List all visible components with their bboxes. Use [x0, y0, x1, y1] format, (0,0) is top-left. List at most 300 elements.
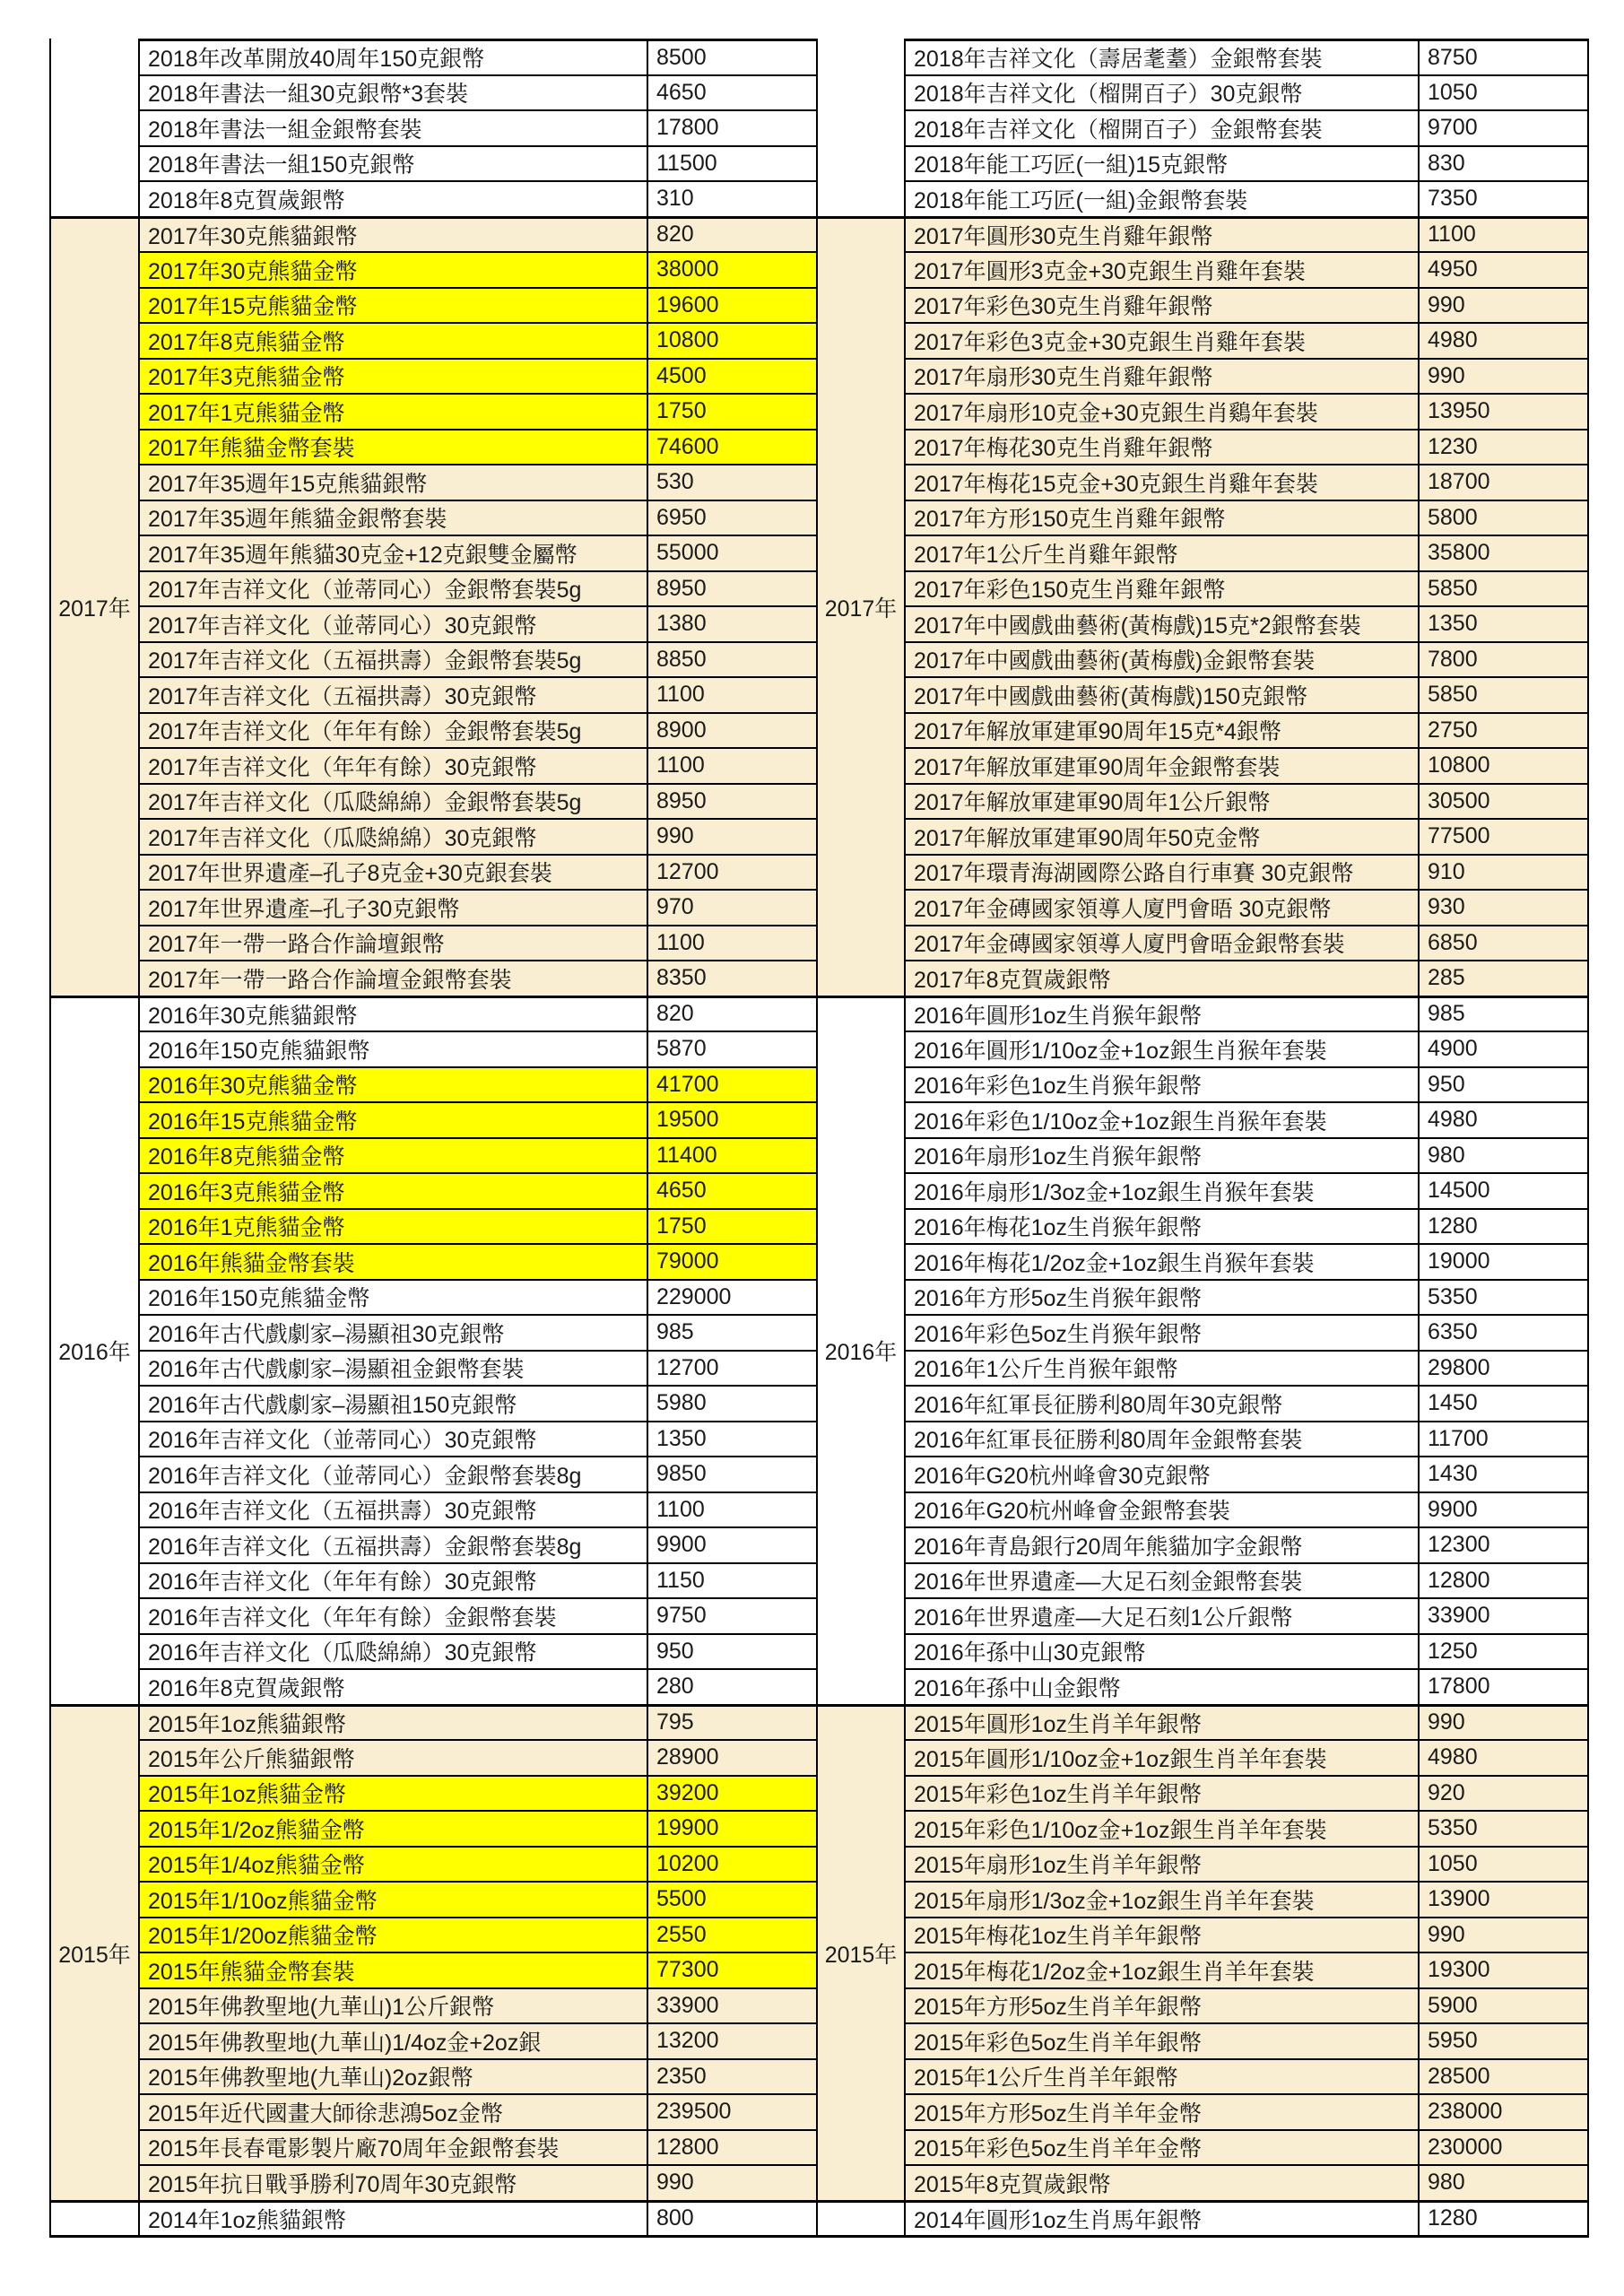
price-cell: 1100 — [648, 676, 818, 712]
table-row — [140, 180, 818, 216]
item-name-cell: 2017年吉祥文化（瓜瓞綿綿）金銀幣套裝5g — [140, 783, 648, 819]
item-name-cell: 2017年8克賀歲銀幣 — [906, 960, 1420, 996]
year-label-cell — [49, 2200, 140, 2239]
table-row — [140, 1385, 818, 1421]
item-name-cell: 2016年扇形1oz生肖猴年銀幣 — [906, 1137, 1420, 1173]
price-cell: 8350 — [648, 960, 818, 996]
price-cell: 8950 — [648, 783, 818, 819]
item-name-cell: 2016年3克熊貓金幣 — [140, 1172, 648, 1208]
price-cell: 6950 — [648, 500, 818, 535]
price-cell: 820 — [648, 216, 818, 252]
price-cell: 310 — [648, 180, 818, 216]
item-name-cell: 2015年扇形1oz生肖羊年銀幣 — [906, 1846, 1420, 1882]
price-cell: 5850 — [1420, 676, 1589, 712]
table-row — [140, 322, 818, 358]
price-cell: 9900 — [1420, 1492, 1589, 1527]
price-cell: 530 — [648, 464, 818, 500]
item-name-cell: 2017年35週年15克熊貓銀幣 — [140, 464, 648, 500]
table-row — [140, 1421, 818, 1457]
item-name-cell: 2017年一帶一路合作論壇銀幣 — [140, 925, 648, 961]
price-cell: 5350 — [1420, 1279, 1589, 1315]
price-cell: 12800 — [1420, 1562, 1589, 1598]
price-cell: 1350 — [648, 1421, 818, 1457]
price-cell: 990 — [1420, 287, 1589, 323]
item-name-cell: 2015年彩色5oz生肖羊年銀幣 — [906, 2022, 1420, 2058]
table-row — [140, 535, 818, 570]
item-name-cell: 2016年熊貓金幣套裝 — [140, 1243, 648, 1279]
table-row — [906, 74, 1589, 110]
table-row — [906, 1810, 1589, 1846]
item-name-cell: 2016年1公斤生肖猴年銀幣 — [906, 1350, 1420, 1386]
item-name-cell: 2017年解放軍建軍90周年1公斤銀幣 — [906, 783, 1420, 819]
table-row — [140, 1314, 818, 1350]
price-cell: 4980 — [1420, 322, 1589, 358]
table-row — [140, 1350, 818, 1386]
table-row — [140, 1492, 818, 1527]
table-row — [906, 180, 1589, 216]
item-name-cell: 2017年一帶一路合作論壇金銀幣套裝 — [140, 960, 648, 996]
price-cell: 17800 — [648, 109, 818, 145]
price-cell: 1100 — [648, 1492, 818, 1527]
table-row — [140, 429, 818, 465]
table-row — [140, 1031, 818, 1066]
item-name-cell: 2016年G20杭州峰會金銀幣套裝 — [906, 1492, 1420, 1527]
item-name-cell: 2015年佛教聖地(九華山)2oz銀幣 — [140, 2058, 648, 2094]
item-name-cell: 2016年圓形1/10oz金+1oz銀生肖猴年套裝 — [906, 1031, 1420, 1066]
table-row — [140, 783, 818, 819]
price-cell: 1100 — [1420, 216, 1589, 252]
year-label-cell: 2017年 — [49, 216, 140, 996]
year-label-cell: 2017年 — [816, 216, 906, 996]
table-row — [140, 1775, 818, 1811]
price-cell: 4950 — [1420, 251, 1589, 287]
table-row — [906, 2058, 1589, 2094]
price-cell: 9900 — [648, 1526, 818, 1562]
table-row — [906, 605, 1589, 641]
item-name-cell: 2015年梅花1/2oz金+1oz銀生肖羊年套裝 — [906, 1952, 1420, 1987]
price-cell: 820 — [648, 996, 818, 1031]
table-row — [140, 1137, 818, 1173]
table-row — [906, 1421, 1589, 1457]
table-row — [140, 1739, 818, 1775]
item-name-cell: 2017年梅花15克金+30克銀生肖雞年套裝 — [906, 464, 1420, 500]
price-cell: 29800 — [1420, 1350, 1589, 1386]
price-cell: 5500 — [648, 1881, 818, 1917]
item-name-cell: 2015年彩色5oz生肖羊年金幣 — [906, 2129, 1420, 2165]
item-name-cell: 2017年環青海湖國際公路自行車賽 30克銀幣 — [906, 854, 1420, 890]
table-row — [140, 145, 818, 181]
item-name-cell: 2017年世界遺產–孔子30克銀幣 — [140, 889, 648, 925]
table-row — [906, 818, 1589, 854]
price-cell: 10800 — [648, 322, 818, 358]
item-name-cell: 2016年方形5oz生肖猴年銀幣 — [906, 1279, 1420, 1315]
price-cell: 990 — [1420, 358, 1589, 394]
item-name-cell: 2017年中國戲曲藝術(黃梅戲)150克銀幣 — [906, 676, 1420, 712]
year-label-cell — [816, 39, 906, 216]
price-cell: 33900 — [648, 1987, 818, 2023]
table-row — [906, 1243, 1589, 1279]
table-row — [906, 1952, 1589, 1987]
table-row — [906, 1917, 1589, 1952]
table-row — [140, 287, 818, 323]
price-cell: 35800 — [1420, 535, 1589, 570]
item-name-cell: 2015年1oz熊貓銀幣 — [140, 1704, 648, 1740]
price-cell: 10800 — [1420, 747, 1589, 783]
price-cell: 55000 — [648, 535, 818, 570]
price-cell: 990 — [1420, 1704, 1589, 1740]
table-row — [906, 2093, 1589, 2129]
item-name-cell: 2018年書法一組金銀幣套裝 — [140, 109, 648, 145]
table-row — [140, 1208, 818, 1244]
table-row — [906, 783, 1589, 819]
price-cell: 280 — [648, 1668, 818, 1704]
item-name-cell: 2016年吉祥文化（五福拱壽）30克銀幣 — [140, 1492, 648, 1527]
table-row — [906, 570, 1589, 606]
price-cell: 74600 — [648, 429, 818, 465]
price-cell: 4900 — [1420, 1031, 1589, 1066]
price-cell: 4980 — [1420, 1739, 1589, 1775]
table-row — [140, 2129, 818, 2165]
table-row — [140, 1881, 818, 1917]
item-name-cell: 2016年青島銀行20周年熊貓加字金銀幣 — [906, 1526, 1420, 1562]
table-row — [140, 1846, 818, 1882]
year-label-cell — [49, 39, 140, 216]
item-name-cell: 2015年方形5oz生肖羊年銀幣 — [906, 1987, 1420, 2023]
price-cell: 8850 — [648, 641, 818, 677]
item-name-cell: 2017年圓形3克金+30克銀生肖雞年套裝 — [906, 251, 1420, 287]
price-cell: 13950 — [1420, 393, 1589, 429]
item-name-cell: 2016年世界遺產––大足石刻1公斤銀幣 — [906, 1597, 1420, 1633]
table-row — [906, 429, 1589, 465]
price-cell: 1750 — [648, 1208, 818, 1244]
price-cell: 14500 — [1420, 1172, 1589, 1208]
price-cell: 239500 — [648, 2093, 818, 2129]
table-row — [906, 287, 1589, 323]
item-name-cell: 2016年150克熊貓金幣 — [140, 1279, 648, 1315]
item-name-cell: 2015年彩色1oz生肖羊年銀幣 — [906, 1775, 1420, 1811]
table-row — [140, 464, 818, 500]
item-name-cell: 2017年扇形30克生肖雞年銀幣 — [906, 358, 1420, 394]
item-name-cell: 2016年150克熊貓銀幣 — [140, 1031, 648, 1066]
price-cell: 1350 — [1420, 605, 1589, 641]
table-row — [906, 1385, 1589, 1421]
item-name-cell: 2015年公斤熊貓銀幣 — [140, 1739, 648, 1775]
table-row — [906, 1597, 1589, 1633]
price-cell: 950 — [648, 1633, 818, 1669]
table-row — [906, 1456, 1589, 1492]
price-cell: 19900 — [648, 1810, 818, 1846]
item-name-cell: 2015年長春電影製片廠70周年金銀幣套裝 — [140, 2129, 648, 2165]
price-cell: 12300 — [1420, 1526, 1589, 1562]
price-cell: 5800 — [1420, 500, 1589, 535]
item-name-cell: 2015年1/4oz熊貓金幣 — [140, 1846, 648, 1882]
item-name-cell: 2017年解放軍建軍90周年50克金幣 — [906, 818, 1420, 854]
item-name-cell: 2016年扇形1/3oz金+1oz銀生肖猴年套裝 — [906, 1172, 1420, 1208]
price-cell: 5350 — [1420, 1810, 1589, 1846]
price-cell: 7800 — [1420, 641, 1589, 677]
item-name-cell: 2015年圓形1/10oz金+1oz銀生肖羊年套裝 — [906, 1739, 1420, 1775]
item-name-cell: 2018年書法一組150克銀幣 — [140, 145, 648, 181]
item-name-cell: 2015年彩色1/10oz金+1oz銀生肖羊年套裝 — [906, 1810, 1420, 1846]
item-name-cell: 2016年古代戲劇家–湯顯祖150克銀幣 — [140, 1385, 648, 1421]
item-name-cell: 2017年吉祥文化（五福拱壽）金銀幣套裝5g — [140, 641, 648, 677]
table-row — [140, 1066, 818, 1102]
price-cell: 985 — [1420, 996, 1589, 1031]
price-cell: 985 — [648, 1314, 818, 1350]
item-name-cell: 2018年改革開放40周年150克銀幣 — [140, 39, 648, 74]
item-name-cell: 2018年書法一組30克銀幣*3套裝 — [140, 74, 648, 110]
price-cell: 77300 — [648, 1952, 818, 1987]
table-row — [906, 1492, 1589, 1527]
table-row — [906, 1137, 1589, 1173]
table-row — [906, 109, 1589, 145]
price-cell: 238000 — [1420, 2093, 1589, 2129]
table-row — [140, 960, 818, 996]
price-cell: 19500 — [648, 1101, 818, 1137]
table-row — [906, 1279, 1589, 1315]
table-row — [906, 1350, 1589, 1386]
table-row — [906, 854, 1589, 890]
item-name-cell: 2017年吉祥文化（並蒂同心）金銀幣套裝5g — [140, 570, 648, 606]
price-cell: 11400 — [648, 1137, 818, 1173]
left-price-table — [49, 39, 818, 2238]
price-cell: 19000 — [1420, 1243, 1589, 1279]
item-name-cell: 2016年彩色1oz生肖猴年銀幣 — [906, 1066, 1420, 1102]
table-row — [906, 535, 1589, 570]
table-row — [140, 251, 818, 287]
table-row — [906, 2200, 1589, 2239]
price-cell: 11700 — [1420, 1421, 1589, 1457]
item-name-cell: 2016年孫中山金銀幣 — [906, 1668, 1420, 1704]
item-name-cell: 2015年方形5oz生肖羊年金幣 — [906, 2093, 1420, 2129]
item-name-cell: 2017年吉祥文化（年年有餘）30克銀幣 — [140, 747, 648, 783]
table-row — [140, 216, 818, 252]
price-cell: 990 — [648, 818, 818, 854]
item-name-cell: 2015年1/2oz熊貓金幣 — [140, 1810, 648, 1846]
price-cell: 8500 — [648, 39, 818, 74]
item-name-cell: 2017年彩色3克金+30克銀生肖雞年套裝 — [906, 322, 1420, 358]
table-row — [140, 2093, 818, 2129]
price-cell: 795 — [648, 1704, 818, 1740]
price-cell: 13200 — [648, 2022, 818, 2058]
item-name-cell: 2016年30克熊貓金幣 — [140, 1066, 648, 1102]
table-row — [140, 1987, 818, 2023]
item-name-cell: 2017年圓形30克生肖雞年銀幣 — [906, 216, 1420, 252]
price-cell: 4500 — [648, 358, 818, 394]
table-row — [906, 500, 1589, 535]
price-cell: 230000 — [1420, 2129, 1589, 2165]
item-name-cell: 2017年熊貓金幣套裝 — [140, 429, 648, 465]
item-name-cell: 2016年世界遺產––大足石刻金銀幣套裝 — [906, 1562, 1420, 1598]
price-cell: 930 — [1420, 889, 1589, 925]
table-row — [140, 1952, 818, 1987]
table-row — [906, 889, 1589, 925]
price-cell: 5950 — [1420, 2022, 1589, 2058]
price-cell: 41700 — [648, 1066, 818, 1102]
item-name-cell: 2016年紅軍長征勝利80周年30克銀幣 — [906, 1385, 1420, 1421]
item-name-cell: 2016年8克熊貓金幣 — [140, 1137, 648, 1173]
table-row — [140, 1917, 818, 1952]
item-name-cell: 2016年8克賀歲銀幣 — [140, 1668, 648, 1704]
item-name-cell: 2018年吉祥文化（榴開百子）30克銀幣 — [906, 74, 1420, 110]
item-name-cell: 2015年梅花1oz生肖羊年銀幣 — [906, 1917, 1420, 1952]
price-cell: 39200 — [648, 1775, 818, 1811]
table-row — [906, 2022, 1589, 2058]
price-cell: 970 — [648, 889, 818, 925]
price-cell: 6850 — [1420, 925, 1589, 961]
item-name-cell: 2016年G20杭州峰會30克銀幣 — [906, 1456, 1420, 1492]
price-cell: 2750 — [1420, 712, 1589, 748]
item-name-cell: 2017年1克熊貓金幣 — [140, 393, 648, 429]
item-name-cell: 2016年古代戲劇家–湯顯祖30克銀幣 — [140, 1314, 648, 1350]
table-row — [140, 1810, 818, 1846]
table-row — [906, 1739, 1589, 1775]
table-row — [906, 358, 1589, 394]
table-row — [906, 712, 1589, 748]
price-cell: 1250 — [1420, 1633, 1589, 1669]
item-name-cell: 2015年1公斤生肖羊年銀幣 — [906, 2058, 1420, 2094]
table-row — [140, 747, 818, 783]
price-cell: 30500 — [1420, 783, 1589, 819]
table-row — [906, 1208, 1589, 1244]
price-cell: 5980 — [648, 1385, 818, 1421]
item-name-cell: 2015年佛教聖地(九華山)1公斤銀幣 — [140, 1987, 648, 2023]
item-name-cell: 2016年15克熊貓金幣 — [140, 1101, 648, 1137]
price-cell: 1230 — [1420, 429, 1589, 465]
price-cell: 18700 — [1420, 464, 1589, 500]
item-name-cell: 2017年8克熊貓金幣 — [140, 322, 648, 358]
price-cell: 1280 — [1420, 2200, 1589, 2239]
item-name-cell: 2016年古代戲劇家–湯顯祖金銀幣套裝 — [140, 1350, 648, 1386]
price-cell: 920 — [1420, 1775, 1589, 1811]
right-price-table — [816, 39, 1589, 2238]
table-row — [140, 818, 818, 854]
item-name-cell: 2017年世界遺產–孔子8克金+30克銀套裝 — [140, 854, 648, 890]
table-row — [906, 464, 1589, 500]
table-row — [906, 925, 1589, 961]
table-row — [906, 1314, 1589, 1350]
item-name-cell: 2015年熊貓金幣套裝 — [140, 1952, 648, 1987]
item-name-cell: 2017年1公斤生肖雞年銀幣 — [906, 535, 1420, 570]
table-row — [906, 1101, 1589, 1137]
price-cell: 11500 — [648, 145, 818, 181]
price-cell: 38000 — [648, 251, 818, 287]
price-cell: 229000 — [648, 1279, 818, 1315]
table-row — [140, 676, 818, 712]
table-row — [906, 1633, 1589, 1669]
table-row — [140, 1172, 818, 1208]
year-label-cell: 2015年 — [816, 1704, 906, 2200]
price-cell: 4650 — [648, 74, 818, 110]
table-row — [906, 1172, 1589, 1208]
table-row — [906, 960, 1589, 996]
item-name-cell: 2016年吉祥文化（年年有餘）金銀幣套裝 — [140, 1597, 648, 1633]
price-cell: 79000 — [648, 1243, 818, 1279]
table-row — [140, 393, 818, 429]
table-row — [906, 1031, 1589, 1066]
price-cell: 1430 — [1420, 1456, 1589, 1492]
price-cell: 1100 — [648, 747, 818, 783]
price-cell: 9850 — [648, 1456, 818, 1492]
price-cell: 8900 — [648, 712, 818, 748]
year-label-cell: 2016年 — [816, 996, 906, 1704]
price-cell: 12800 — [648, 2129, 818, 2165]
price-cell: 17800 — [1420, 1668, 1589, 1704]
item-name-cell: 2017年梅花30克生肖雞年銀幣 — [906, 429, 1420, 465]
price-cell: 28900 — [648, 1739, 818, 1775]
price-cell: 5850 — [1420, 570, 1589, 606]
table-row — [140, 2164, 818, 2200]
price-cell: 1100 — [648, 925, 818, 961]
item-name-cell: 2018年吉祥文化（榴開百子）金銀幣套裝 — [906, 109, 1420, 145]
price-cell: 1750 — [648, 393, 818, 429]
price-cell: 19300 — [1420, 1952, 1589, 1987]
price-cell: 830 — [1420, 145, 1589, 181]
table-row — [140, 1704, 818, 1740]
item-name-cell: 2016年30克熊貓銀幣 — [140, 996, 648, 1031]
price-cell: 980 — [1420, 2164, 1589, 2200]
price-cell: 1280 — [1420, 1208, 1589, 1244]
price-cell: 77500 — [1420, 818, 1589, 854]
price-cell: 2350 — [648, 2058, 818, 2094]
table-row — [140, 854, 818, 890]
table-row — [140, 1597, 818, 1633]
table-row — [906, 216, 1589, 252]
price-cell: 2550 — [648, 1917, 818, 1952]
table-row — [906, 1846, 1589, 1882]
price-cell: 7350 — [1420, 180, 1589, 216]
item-name-cell: 2017年35週年熊貓金銀幣套裝 — [140, 500, 648, 535]
item-name-cell: 2016年彩色5oz生肖猴年銀幣 — [906, 1314, 1420, 1350]
table-row — [906, 1775, 1589, 1811]
item-name-cell: 2016年吉祥文化（瓜瓞綿綿）30克銀幣 — [140, 1633, 648, 1669]
price-cell: 910 — [1420, 854, 1589, 890]
price-cell: 4650 — [648, 1172, 818, 1208]
table-row — [140, 641, 818, 677]
price-cell: 285 — [1420, 960, 1589, 996]
price-cell: 8750 — [1420, 39, 1589, 74]
table-row — [906, 1704, 1589, 1740]
item-name-cell: 2018年能工巧匠(一組)15克銀幣 — [906, 145, 1420, 181]
item-name-cell: 2016年圓形1oz生肖猴年銀幣 — [906, 996, 1420, 1031]
price-cell: 990 — [1420, 1917, 1589, 1952]
item-name-cell: 2017年吉祥文化（並蒂同心）30克銀幣 — [140, 605, 648, 641]
table-row — [140, 605, 818, 641]
price-cell: 4980 — [1420, 1101, 1589, 1137]
table-row — [140, 1456, 818, 1492]
item-name-cell: 2017年解放軍建軍90周年15克*4銀幣 — [906, 712, 1420, 748]
table-row — [906, 641, 1589, 677]
table-row — [140, 1243, 818, 1279]
table-row — [906, 1562, 1589, 1598]
table-row — [906, 1066, 1589, 1102]
item-name-cell: 2016年吉祥文化（並蒂同心）30克銀幣 — [140, 1421, 648, 1457]
price-cell: 1450 — [1420, 1385, 1589, 1421]
price-cell: 1050 — [1420, 74, 1589, 110]
price-cell: 8950 — [648, 570, 818, 606]
table-row — [906, 251, 1589, 287]
item-name-cell: 2018年吉祥文化（壽居耄耋）金銀幣套裝 — [906, 39, 1420, 74]
item-name-cell: 2018年能工巧匠(一組)金銀幣套裝 — [906, 180, 1420, 216]
item-name-cell: 2017年金磚國家領導人廈門會晤金銀幣套裝 — [906, 925, 1420, 961]
item-name-cell: 2016年彩色1/10oz金+1oz銀生肖猴年套裝 — [906, 1101, 1420, 1137]
item-name-cell: 2017年解放軍建軍90周年金銀幣套裝 — [906, 747, 1420, 783]
table-row — [906, 393, 1589, 429]
item-name-cell: 2017年15克熊貓金幣 — [140, 287, 648, 323]
table-row — [140, 2200, 818, 2239]
table-row — [140, 2058, 818, 2094]
price-cell: 13900 — [1420, 1881, 1589, 1917]
